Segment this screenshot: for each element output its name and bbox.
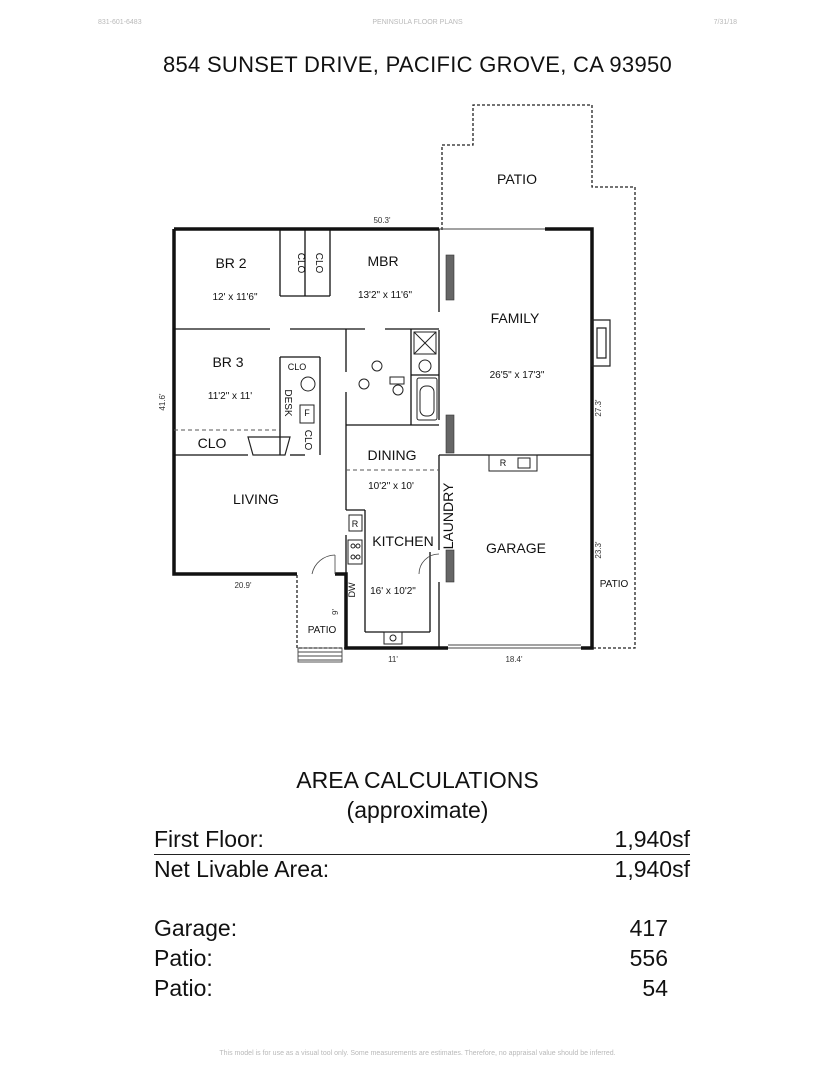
area-row-value: 54 <box>642 975 668 1001</box>
patio-top-label: PATIO <box>497 171 537 187</box>
area-row-value: 417 <box>629 915 668 941</box>
r-dining-label: R <box>499 458 507 468</box>
header-phone: 831-601-6483 <box>98 19 142 26</box>
area-row-value: 1,940sf <box>614 826 690 852</box>
dw-label: DW <box>347 582 357 598</box>
area-title: AREA CALCULATIONS <box>296 767 539 793</box>
clo-a-label: CLO <box>295 252 306 274</box>
f-label: F <box>304 408 310 418</box>
dim-garage-right: 23.3' <box>594 541 603 559</box>
patio-outlines <box>297 105 635 648</box>
clo-d-label: CLO <box>302 429 313 451</box>
br2-label: BR 2 <box>215 255 247 271</box>
clo-c-label: CLO <box>287 362 307 372</box>
header-date: 7/31/18 <box>713 19 737 26</box>
header-brand: PENINSULA FLOOR PLANS <box>372 19 463 26</box>
area-row-label: Patio: <box>154 975 213 1001</box>
desk-label: DESK <box>282 389 293 417</box>
kitchen-fixtures-icon <box>300 377 537 644</box>
area-row-label: First Floor: <box>154 826 264 852</box>
area-row-garage <box>154 915 690 943</box>
patio-small-label: PATIO <box>307 625 337 636</box>
disclaimer-footer: This model is for use as a visual tool only. Some measurements are estimates. Therefore, no appraisal value should be inferred. <box>219 1050 616 1057</box>
door-swings <box>312 554 439 574</box>
br3-label: BR 3 <box>212 354 244 370</box>
bath-fixtures-icon <box>359 332 437 420</box>
dim-family-right: 27.3' <box>594 399 603 417</box>
br2-size: 12' x 11'6" <box>212 292 258 303</box>
dining-size: 10'2" x 10' <box>368 481 414 492</box>
dim-living-bottom: 20.9' <box>234 581 252 590</box>
area-row-label: Garage: <box>154 915 238 941</box>
kitchen-label: KITCHEN <box>372 533 434 549</box>
area-row-first-floor <box>154 826 690 855</box>
area-row-patio-2 <box>154 975 690 1003</box>
dim-patio-small-side: 9' <box>331 609 340 615</box>
family-size: 26'5" x 17'3" <box>489 370 545 381</box>
area-row-label: Net Livable Area: <box>154 856 330 882</box>
clo-e-label: CLO <box>197 435 227 451</box>
fireplace-icon <box>592 320 610 366</box>
area-row-patio <box>154 945 690 973</box>
area-row-value: 1,940sf <box>614 856 690 882</box>
area-subtitle: (approximate) <box>346 797 489 823</box>
clo-b-label: CLO <box>313 252 324 274</box>
mbr-label: MBR <box>367 253 399 269</box>
dim-left: 41.6' <box>158 393 167 411</box>
dim-top: 50.3' <box>373 216 391 225</box>
area-row-net-livable <box>154 856 690 884</box>
area-row-value: 556 <box>629 945 668 971</box>
kitchen-size: 16' x 10'2" <box>370 586 416 597</box>
r-kitchen-label: R <box>351 519 359 529</box>
property-address: 854 SUNSET DRIVE, PACIFIC GROVE, CA 93950 <box>162 52 673 77</box>
dim-kitchen-bottom: 11' <box>388 655 398 664</box>
dining-label: DINING <box>367 447 417 463</box>
patio-steps <box>298 648 342 662</box>
garage-label: GARAGE <box>486 540 546 556</box>
patio-right-label: PATIO <box>599 579 629 590</box>
living-label: LIVING <box>233 491 279 507</box>
br3-size: 11'2" x 11' <box>207 391 253 402</box>
laundry-label: LAUNDRY <box>440 482 456 550</box>
living-fireplace-icon <box>248 437 290 455</box>
mbr-size: 13'2" x 11'6" <box>357 290 413 301</box>
family-label: FAMILY <box>490 310 540 326</box>
area-row-label: Patio: <box>154 945 213 971</box>
dim-garage-bottom: 18.4' <box>505 655 523 664</box>
